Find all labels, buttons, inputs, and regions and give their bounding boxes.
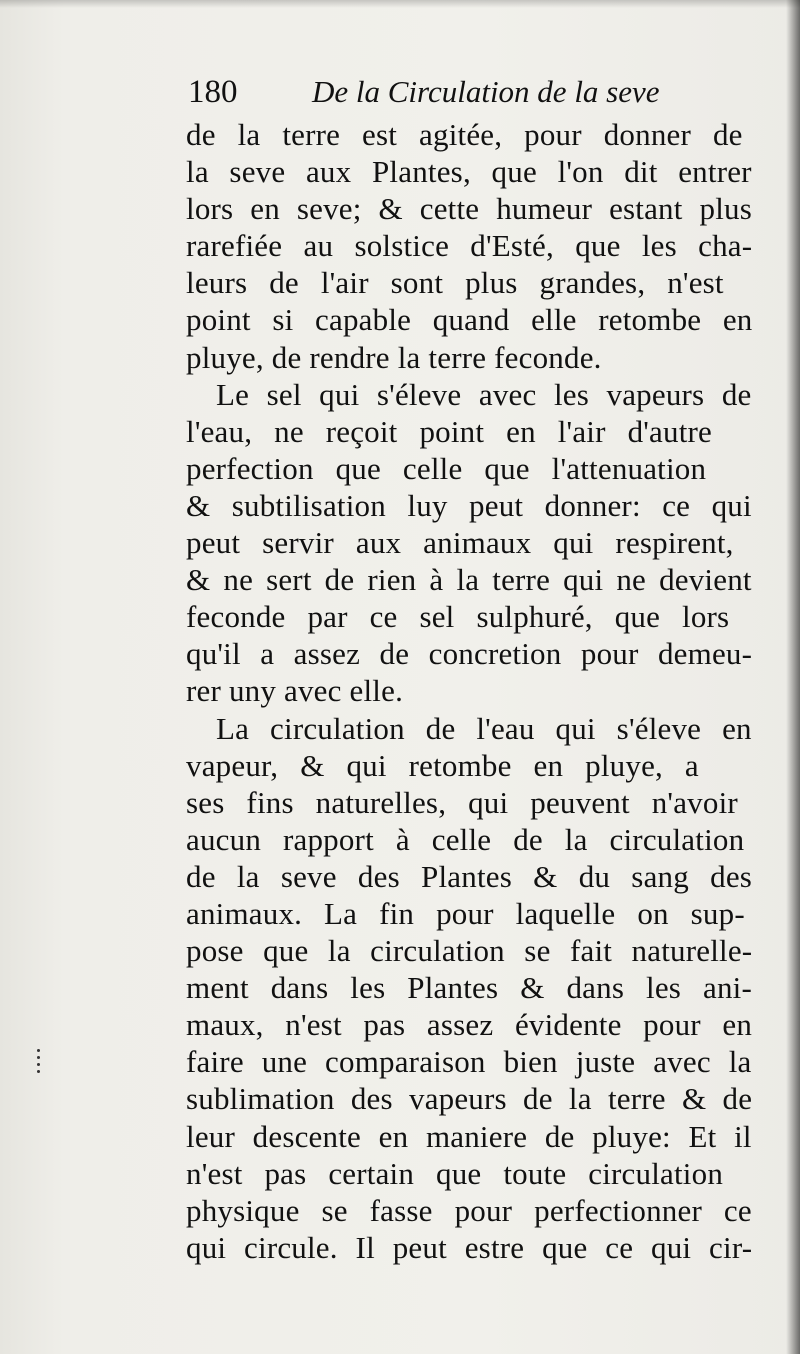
text-line: rarefiée au solstice d'Esté, que les cha- xyxy=(186,228,753,264)
text-line: La circulation de l'eau qui s'éleve en xyxy=(216,710,752,746)
text-line: la seve aux Plantes, que l'on dit entrer xyxy=(186,154,752,190)
text-line: leurs de l'air sont plus grandes, n'est xyxy=(186,265,724,301)
text-line: de la seve des Plantes & du sang des xyxy=(186,858,753,894)
text-line: qui circule. Il peut estre que ce qui cir- xyxy=(186,1229,753,1265)
text-line: & ne sert de rien à la terre qui ne devient xyxy=(186,562,752,598)
body-text xyxy=(186,116,766,1266)
text-line: point si capable quand elle retombe en xyxy=(186,302,753,338)
text-line: pose que la circulation se fait naturelle- xyxy=(186,933,753,969)
text-line: de la terre est agitée, pour donner de xyxy=(186,117,743,152)
text-line: rer uny avec elle. xyxy=(186,673,404,709)
text-line: ment dans les Plantes & dans les ani- xyxy=(186,970,753,1006)
running-title: De la Circulation de la seve xyxy=(312,74,660,109)
text-line: l'eau, ne reçoit point en l'air d'autre xyxy=(186,413,713,449)
text-line: aucun rapport à celle de la circulation xyxy=(186,821,745,857)
text-line: qu'il a assez de concretion pour demeu- xyxy=(186,636,753,672)
text-line: vapeur, & qui retombe en pluye, a xyxy=(186,747,699,783)
page-header xyxy=(188,74,748,114)
text-line: perfection que celle que l'attenuation xyxy=(186,450,707,486)
page-top-shadow xyxy=(0,0,800,8)
text-line: leur descente en maniere de pluye: Et il xyxy=(186,1118,752,1154)
text-line: lors en seve; & cette humeur estant plus xyxy=(186,191,753,227)
text-line: pluye, de rendre la terre feconde. xyxy=(186,339,602,375)
text-line: feconde par ce sel sulphuré, que lors xyxy=(186,599,730,635)
text-line: n'est pas certain que toute circulation xyxy=(186,1155,724,1191)
text-line: sublimation des vapeurs de la terre & de xyxy=(186,1081,753,1117)
text-line: ses fins naturelles, qui peuvent n'avoir xyxy=(186,784,738,820)
margin-ink-mark xyxy=(36,1045,42,1083)
text-line: faire une comparaison bien juste avec la xyxy=(186,1044,752,1080)
text-line: & subtilisation luy peut donner: ce qui xyxy=(186,487,752,523)
text-line: animaux. La fin pour laquelle on sup- xyxy=(186,895,745,931)
text-line: peut servir aux animaux qui respirent, xyxy=(186,525,734,561)
text-line: physique se fasse pour perfectionner ce xyxy=(186,1192,752,1228)
text-line: Le sel qui s'éleve avec les vapeurs de xyxy=(216,376,752,412)
page-number: 180 xyxy=(188,74,238,110)
text-line: maux, n'est pas assez évidente pour en xyxy=(186,1007,753,1043)
page-gutter-shadow xyxy=(786,0,800,1354)
